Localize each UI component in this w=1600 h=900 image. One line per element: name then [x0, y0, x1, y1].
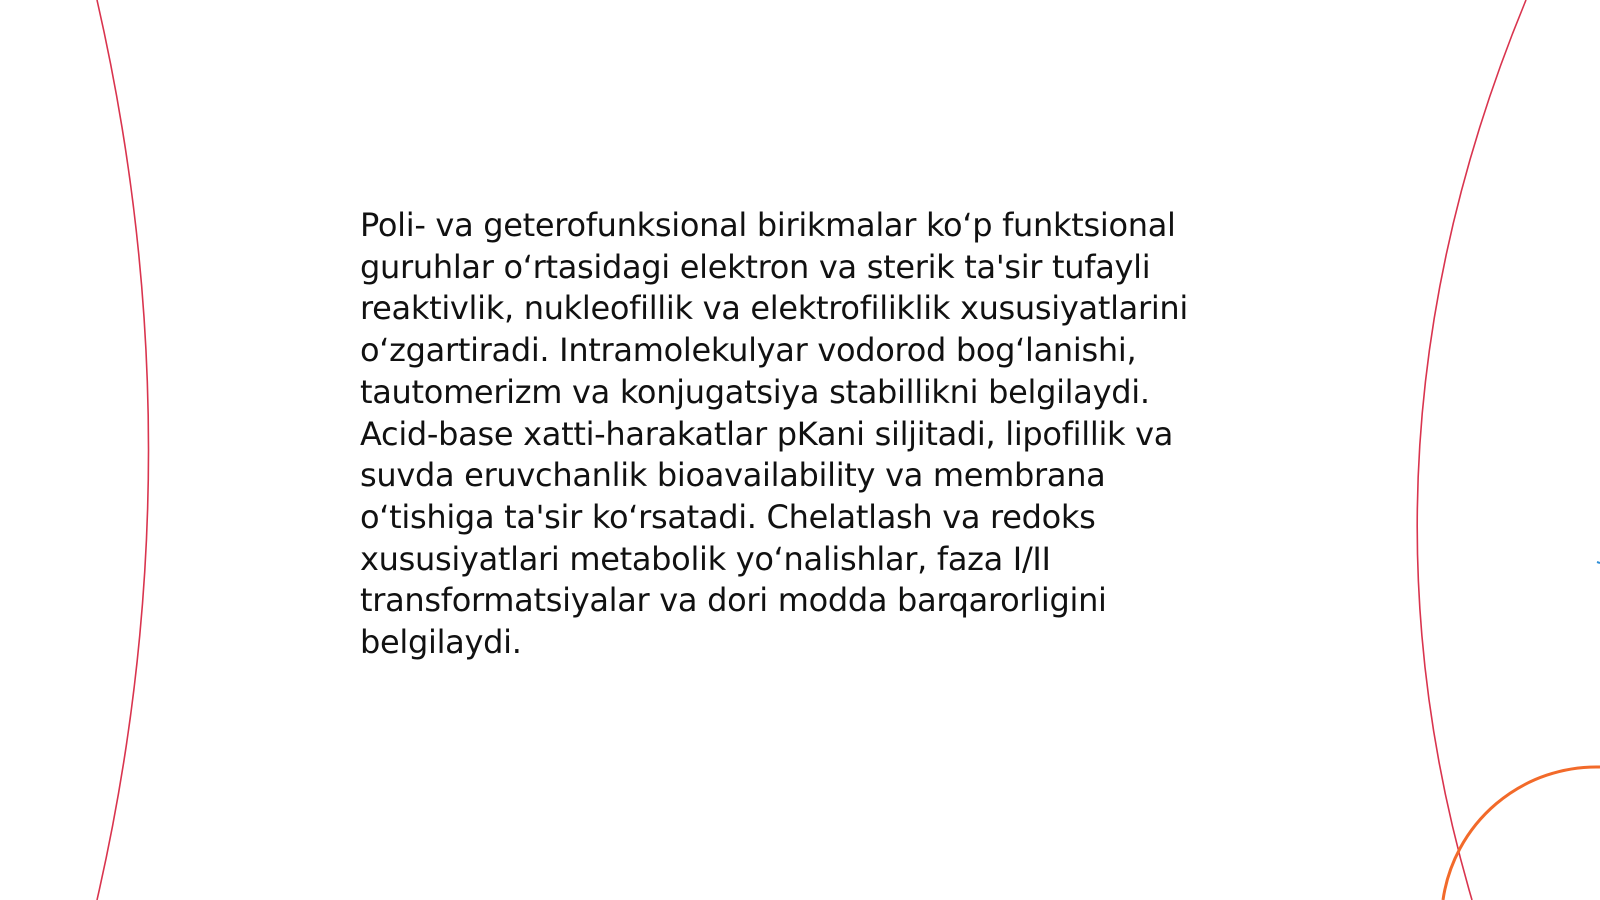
paragraph-line: suvda eruvchanlik bioavailability va membrana: [360, 456, 1106, 495]
body-paragraph: [360, 205, 1240, 664]
paragraph-line: belgilaydi.: [360, 623, 522, 662]
paragraph-line: guruhlar oʻrtasidagi elektron va sterik ta'sir tufayli: [360, 247, 1151, 286]
paragraph-line: reaktivlik, nukleofillik va elektrofiliklik xususiyatlarini: [360, 289, 1188, 328]
paragraph-line: transformatsiyalar va dori modda barqarorligini: [360, 581, 1107, 620]
paragraph-line: Acid-base xatti-harakatlar pKani siljitadi, lipofillik va: [360, 414, 1174, 453]
paragraph-line: Poli- va geterofunksional birikmalar koʻp funktsional: [360, 206, 1176, 244]
paragraph-line: oʻtishiga ta'sir koʻrsatadi. Chelatlash va redoks: [360, 497, 1096, 536]
paragraph-line: tautomerizm va konjugatsiya stabillikni belgilaydi.: [360, 372, 1150, 411]
paragraph-line: xususiyatlari metabolik yoʻnalishlar, faza I/II: [360, 539, 1051, 578]
paragraph-line: oʻzgartiradi. Intramolekulyar vodorod bogʻlanishi,: [360, 331, 1137, 370]
left-red-arc: [97, 0, 149, 900]
right-red-arc: [1417, 0, 1526, 900]
